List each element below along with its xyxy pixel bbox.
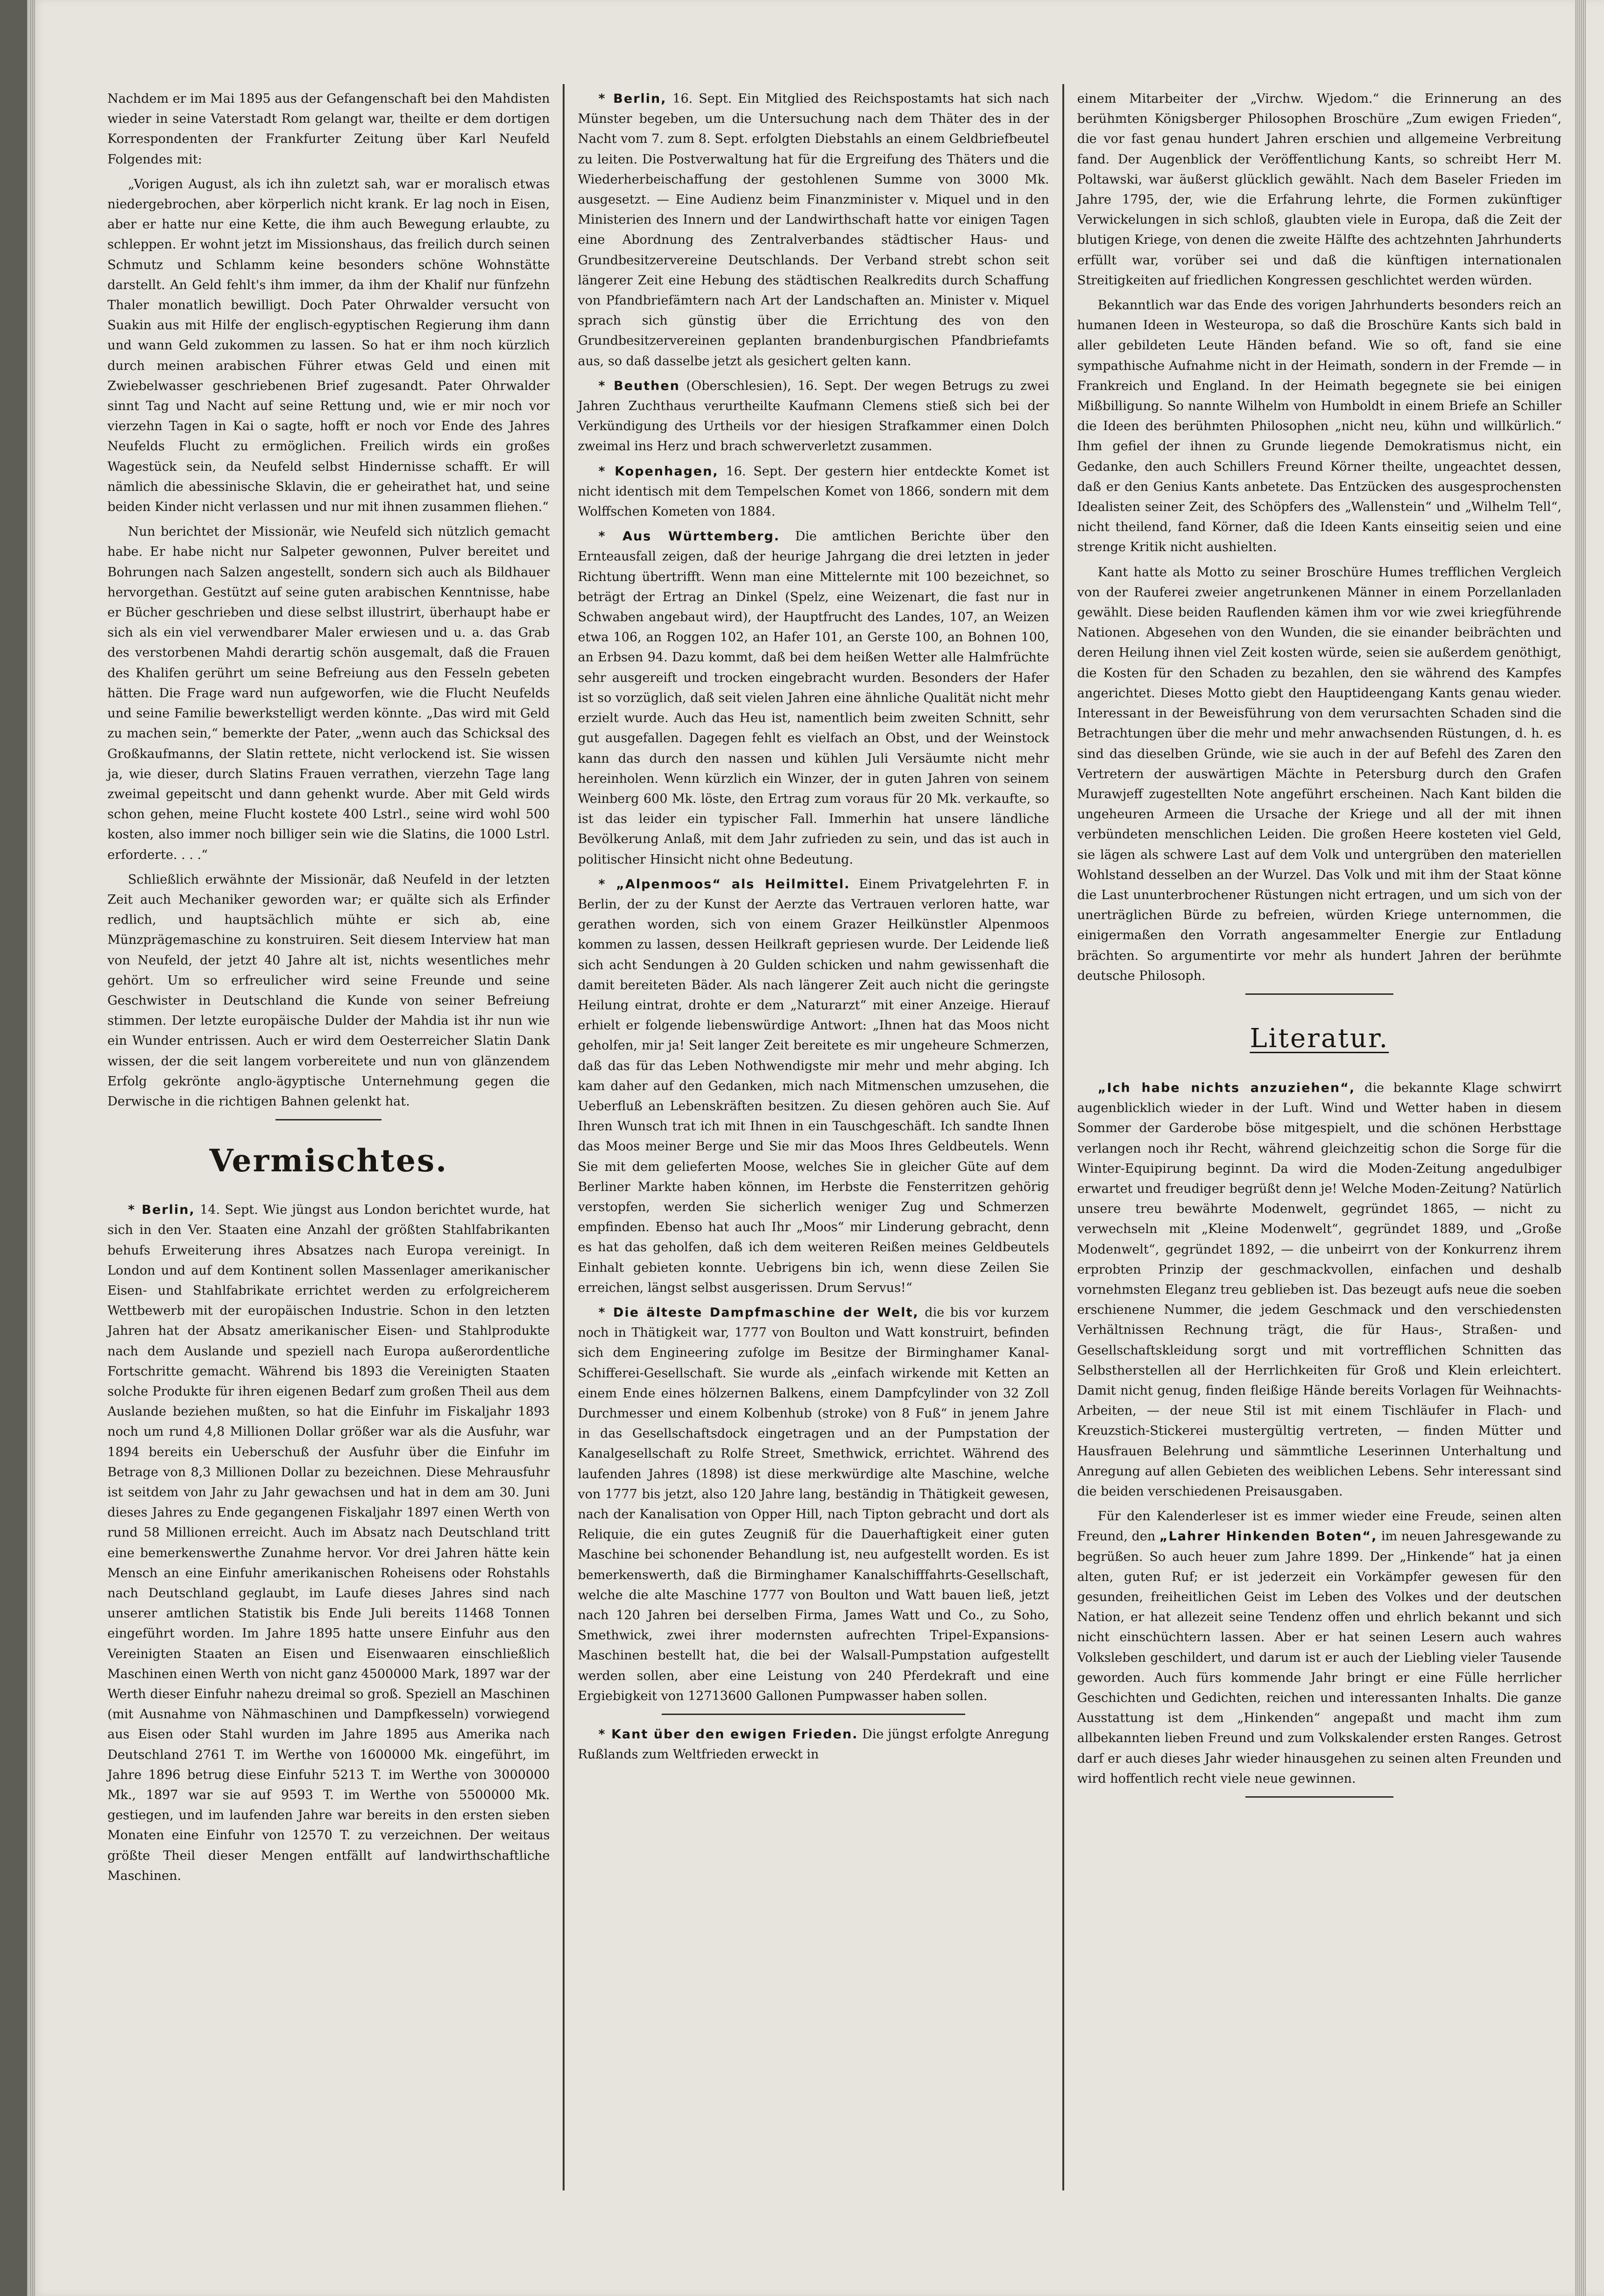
- section-divider: [276, 1119, 382, 1120]
- end-divider: [1245, 1796, 1393, 1798]
- news-item-lead: * Kopenhagen,: [598, 464, 719, 479]
- news-item-text: 16. Sept. Der gestern hier entdeckte Komet ist nicht identisch mit dem Tempelschen Komet von 1866, sondern mit dem Wolffschen Kometen von 1884.: [578, 464, 1049, 519]
- column-2: [565, 65, 1062, 2270]
- review-item-lead: „Lahrer Hinkenden Boten“,: [1159, 1529, 1378, 1544]
- news-item-text: Die amtlichen Berichte über den Ernteausfall zeigen, daß der heurige Jahrgang die drei letzten in jeder Richtung übertrifft. Wenn man eine Mittelernte mit 100 bezeichnet, so beträgt der Ertrag an Dinkel (Spelz, eine Weizenart, die fast nur in Schwaben angebaut wird), der Hauptfrucht des Landes, 107, an Weizen etwa 106, an Roggen 102, an Hafer 101, an Gerste 100, an Bohnen 100, an Erbsen 94. Dazu kommt, daß bei dem heißen Wetter alle Halmfrüchte sehr ausgereift und trocken eingebracht wurden. Besonders der Hafer ist so vorzüglich, daß seit vielen Jahren eine ähnliche Qualität nicht mehr erzielt wurde. Auch das Heu ist, namentlich beim zweiten Schnitt, sehr gut ausgefallen. Dagegen fehlt es vielfach an Obst, und der Weinstock kann das durch den nassen und kühlen Juli Versäumte nicht mehr hereinholen. Wenn kürzlich ein Winzer, der in guten Jahren von seinem Weinberg 600 Mk. löste, den Ertrag zum voraus für 20 Mk. verkaufte, so ist das leider ein typischer Fall. Immerhin hat unsere ländliche Bevölkerung Anlaß, mit dem Jahr zufrieden zu sein, und das ist auch in politischer Hinsicht nicht ohne Bedeutung.: [578, 529, 1049, 867]
- news-item-text: die bis vor kurzem noch in Thätigkeit war, 1777 von Boulton und Watt konstruirt, befinden sich dem Engineering zufolge im Besitze der Birminghamer Kanal-Schifferei-Gesellschaft. Sie wurde als „einfach wirkende mit Ketten an einem Ende eines hölzernen Balkens, einem Dampfcylinder von 32 Zoll Durchmesser und einem Kolbenhub (stroke) von 8 Fuß“ in jenem Jahre in das Gesellschaftsdock eingetragen und an der Pumpstation der Kanalgesellschaft zu Rolfe Street, Smethwick, errichtet. Während des laufenden Jahres (1898) ist diese merkwürdige alte Maschine, welche von 1777 bis jetzt, also 120 Jahre lang, beständig in Thätigkeit gewesen, nach der Kanalisation von Opper Hill, nach Tipton gebracht und dort als Reliquie, die ein gutes Zeugniß für die Dauerhaftigkeit einer guten Maschine bei schonender Behandlung ist, neu aufgestellt worden. Es ist bemerkenswerth, daß die Birminghamer Kanalschifffahrts-Gesellschaft, welche die alte Maschine 1777 von Boulton und Watt bauen ließ, jetzt nach 120 Jahren bei derselben Firma, James Watt und Co., zu Soho, Smethwick, zwei ihrer modernsten aufrechten Tripel-Expansions-Maschinen bestellt hat, die bei der Walsall-Pumpstation aufgestellt werden sollen, aber eine Leistung von 240 Pferdekraft und eine Ergiebigkeit von 12713600 Gallonen Pumpwasser haben sollen.: [578, 1305, 1049, 1703]
- column-3: [1064, 65, 1575, 2270]
- article-paragraph: einem Mitarbeiter der „Virchw. Wjedom.“ die Erinnerung an des berühmten Königsberger Philosophen Broschüre „Zum ewigen Frieden“, die vor fast genau hundert Jahren erschien und allgemeine Verbreitung fand. Der Augenblick der Veröffentlichung Kants, so schreibt Herr M. Poltawski, war äußerst glücklich gewählt. Nach dem Baseler Frieden im Jahre 1795, der, wie die Erfahrung lehrte, die Formen zukünftiger Verwickelungen in sich schloß, glaubten viele in Europa, daß die Zeit der blutigen Kriege, von denen die zweite Hälfte des achtzehnten Jahrhunderts erfüllt war, vorüber sei und daß die künftigen internationalen Streitigkeiten auf friedlichen Kongressen geschlichtet werden würden.: [1077, 92, 1562, 288]
- review-item: [1077, 1506, 1562, 1789]
- news-item-text: Die jüngst erfolgte Anregung Rußlands zum Weltfrieden erweckt in: [578, 1727, 1049, 1762]
- news-item-lead: * Berlin,: [598, 92, 667, 106]
- news-item: [578, 1724, 1049, 1765]
- section-heading-vermischtes: Vermischtes.: [209, 1142, 448, 1179]
- news-item-text: Einem Privatgelehrten F. in Berlin, der zu der Kunst der Aerzte das Vertrauen verloren hatte, war gerathen worden, sich von einem Grazer Heilkünstler Alpenmoos kommen zu lassen, dessen Heilkraft gepriesen wurde. Der Leidende ließ sich acht Sendungen à 20 Gulden schicken und nahm gewissenhaft die damit bereiteten Bäder. Als nach längerer Zeit auch nicht die geringste Heilung eintrat, drohte er dem „Naturarzt“ mit einer Anzeige. Hierauf erhielt er folgende liebenswürdige Antwort: „Ihnen hat das Moos nicht geholfen, mir ja! Seit langer Zeit bereitete es mir ungeheure Schmerzen, daß das für das Leben Nothwendigste mir mehr und mehr abging. Ich kam daher auf den Gedanken, mich nach Mitmenschen umzusehen, die Ueberfluß an Lebenskräften besitzen. Zu diesen gehören auch Sie. Auf Ihren Wunsch trat ich mit Ihnen in ein Tauschgeschäft. Ich sandte Ihnen das Moos meiner Berge und Sie mir das Moos Ihres Geldbeutels. Wenn Sie mit dem gelieferten Moose, welches Sie in gleicher Güte auf dem Berliner Markte haben können, im Herbste die Fensterritzen gehörig verstopfen, werden Sie sicherlich weniger Zug und Schmerzen empfinden. Ebenso hat auch Ihr „Moos“ mir Linderung gebracht, denn es hat das geholfen, daß ich dem weiteren Reißen meines Geldbeutels Einhalt gebieten konnte. Uebrigens bin ich, wenn diese Zeilen Sie erreichen, längst selbst ausgerissen. Drum Servus!“: [578, 877, 1049, 1295]
- article-paragraph: Nachdem er im Mai 1895 aus der Gefangenschaft bei den Mahdisten wieder in seine Vaterstadt Rom gelangt war, theilte er dem dortigen Korrespondenten der Frankfurter Zeitung über Karl Neufeld Folgendes mit:: [107, 92, 550, 167]
- item-divider: [662, 1714, 965, 1715]
- article-paragraph: Bekanntlich war das Ende des vorigen Jahrhunderts besonders reich an humanen Ideen in Westeuropa, so daß die Broschüre Kants sich bald in aller gebildeten Leute Händen befand. Wie so oft, fand sie eine sympathische Aufnahme nicht in der Heimath, sondern in der Fremde — in Frankreich und England. In der Heimath begegnete sie bei einigen Mißbilligung. So nannte Wilhelm von Humboldt in einem Briefe an Schiller die Ideen des berühmten Philosophen „nicht neu, kühn und willkürlich.“ Ihm gefiel der ihnen zu Grunde liegende Demokratismus nicht, ein Gedanke, den auch Schillers Freund Körner theilte, ungeachtet dessen, daß er den Genius Kants anbetete. Das Entzücken des ausgesprochensten Idealisten seiner Zeit, des Schöpfers des „Wallenstein“ und „Wilhelm Tell“, nicht theilend, fand Körner, daß die Ideen Kants einseitig seien und eine strenge Kritik nicht aushielten.: [1077, 298, 1562, 555]
- article-paragraph: Schließlich erwähnte der Missionär, daß Neufeld in der letzten Zeit auch Mechaniker geworden war; er quälte sich als Erfinder redlich, und hauptsächlich mühte er sich ab, eine Münzprägemaschine zu konstruiren. Seit diesem Interview hat man von Neufeld, der jetzt 40 Jahre alt ist, nichts wesentliches mehr gehört. Um so erfreulicher wird seine Freunde und seine Geschwister in Deutschland die Kunde von seiner Befreiung stimmen. Der letzte europäische Dulder der Mahdia ist ihr nun wie ein Wunder entrissen. Auch er wird dem Oesterreicher Slatin Dank wissen, der die seit langem vorbereitete und nun von glänzendem Erfolg gekrönte anglo-ägyptische Unternehmung gegen die Derwische in die richtigen Bahnen gelenkt hat.: [107, 872, 550, 1109]
- news-item: [578, 526, 1049, 869]
- section-heading-literatur: Literatur.: [1250, 1023, 1389, 1054]
- review-item-lead: „Ich habe nichts anzuziehen“,: [1097, 1080, 1356, 1095]
- news-item: [578, 89, 1049, 371]
- article-paragraph: Nun berichtet der Missionär, wie Neufeld sich nützlich gemacht habe. Er habe nicht nur Salpeter gewonnen, Pulver bereitet und Bohrungen nach Salzen angestellt, sondern sich auch als Bildhauer hervorgethan. Gestützt auf seine guten arabischen Kenntnisse, habe er Bücher geschrieben und diese selbst illustrirt, überhaupt habe er sich als ein viel verwendbarer Maler erwiesen und u. a. das Grab des verstorbenen Mahdi derartig schön ausgemalt, daß die Frauen des Khalifen gerührt um seine Befreiung aus den Fesseln gebeten hätten. Die Frage ward nun aufgeworfen, wie die Flucht Neufelds und seine Familie bewerkstelligt werden könnte. „Das wird mit Geld zu machen sein,“ bemerkte der Pater, „wenn auch das Schicksal des Großkaufmanns, der Slatin rettete, nicht verlockend ist. Sie wissen ja, wie dieser, durch Slatins Frauen verrathen, vierzehn Tage lang zweimal gepeitscht und dann gehenkt wurde. Aber mit Geld wirds schon gehen, meine Flucht kostete 400 Lstrl., seine wird wohl 500 kosten, also immer noch billiger sein wie die Slatins, die 1000 Lstrl. erforderte. . . .“: [107, 524, 550, 862]
- column-1: [47, 65, 563, 2270]
- news-item-lead: * Berlin,: [128, 1203, 195, 1218]
- news-item-lead: * Die älteste Dampfmaschine der Welt,: [598, 1305, 919, 1320]
- news-item: [578, 874, 1049, 1298]
- news-item-lead: * Aus Württemberg.: [598, 529, 780, 544]
- article-paragraph: Kant hatte als Motto zu seiner Broschüre Humes trefflichen Vergleich von der Rauferei zweier angetrunkenen Männer in einem Porzellanladen gewählt. Diese beiden Rauflenden kämen ihm vor wie zwei kriegführende Nationen. Abgesehen von den Wunden, die sie einander beibrächten und deren Heilung ihnen viel Zeit kosten würde, seien sie außerdem genöthigt, die Kosten für den Schaden zu bezahlen, den sie während des Kampfes angerichtet. Dieses Motto giebt den Hauptideengang Kants genau wieder. Interessant in der Beweisführung von dem verursachten Schaden sind die Betrachtungen über die mehr und mehr anwachsenden Rüstungen, d. h. es sind das dieselben Gründe, wie sie auch in der auf Befehl des Zaren den Vertretern der auswärtigen Mächte in Petersburg durch den Grafen Murawjeff zugestellten Note angeführt erscheinen. Nach Kant bilden die ungeheuren Armeen die Ursache der Kriege und all der mit ihnen verbündeten menschlichen Leiden. Die großen Heere kosteten viel Geld, sie lägen als schwere Last auf dem Volk und untergrüben den materiellen Wohlstand desselben an der Wurzel. Das Volk und mit ihm der Staat könne die Last ununterbrochener Rüstungen nicht ertragen, und um sich von der unerträglichen Bürde zu befreien, würden Kriege unternommen, die einigermaßen den Vorrath angesammelter Energie zur Entladung brächten. So argumentirte vor mehr als hundert Jahren der berühmte deutsche Philosoph.: [1077, 565, 1562, 983]
- news-item-lead: * Kant über den ewigen Frieden.: [598, 1727, 858, 1742]
- news-item: [578, 461, 1049, 522]
- news-item: [107, 1200, 550, 1886]
- article-paragraph: „Vorigen August, als ich ihn zuletzt sah, war er moralisch etwas niedergebrochen, aber körperlich nicht krank. Er lag noch in Eisen, aber er hatte nur eine Kette, die ihm auch Bewegung erlaubte, zu schleppen. Er wohnt jetzt im Missionshaus, das freilich durch seinen Schmutz und Schlamm keine besonders schöne Wohnstätte darstellt. An Geld fehlt's ihm immer, da ihm der Khalif nur fünfzehn Thaler monatlich bewilligt. Doch Pater Ohrwalder versucht von Suakin aus mit Hilfe der englisch-egyptischen Regierung ihm dann und wann Geld zukommen zu lassen. So hat er ihm noch kürzlich durch meinen arabischen Führer etwas Geld und einen mit Zwiebelwasser geschriebenen Brief zugesandt. Pater Ohrwalder sinnt Tag und Nacht auf seine Rettung und, wie er mir noch vor vierzehn Tagen in Kai o sagte, hofft er noch vor Ende des Jahres Neufelds Flucht zu ermöglichen. Freilich wirds ein großes Wagestück sein, da Neufeld selbst Hindernisse schafft. Er will nämlich die abessinische Sklavin, die er geheirathet hat, und seine beiden Kinder nicht verlassen und nur mit ihnen zusammen fliehen.“: [107, 177, 550, 515]
- news-item-text: 16. Sept. Ein Mitglied des Reichspostamts hat sich nach Münster begeben, um die Untersuchung nach dem Thäter des in der Nacht vom 7. zum 8. Sept. erfolgten Diebstahls an einem Geldbriefbeutel zu leiten. Die Postverwaltung hat für die Ergreifung des Thäters und die Wiederherbeischaffung der gestohlenen Summe von 3000 Mk. ausgesetzt. — Eine Audienz beim Finanzminister v. Miquel und in den Ministerien des Innern und der Landwirthschaft hatte vor einigen Tagen eine Abordnung des Zentralverbandes städtischer Haus- und Grundbesitzervereine Deutschlands. Der Verband strebt schon seit längerer Zeit eine Hebung des städtischen Realkredits durch Schaffung von Pfandbriefämtern nach Art der Landschaften an. Minister v. Miquel sprach sich günstig über die Errichtung des von den Grundbesitzervereinen geplanten brandenburgischen Pfandbriefamts aus, so daß dasselbe jetzt als gesichert gelten kann.: [578, 92, 1049, 368]
- news-item: [578, 376, 1049, 457]
- news-item-lead: * Beuthen: [598, 378, 680, 393]
- page-body: [47, 65, 1575, 2270]
- news-item-text: (Oberschlesien), 16. Sept. Der wegen Betrugs zu zwei Jahren Zuchthaus verurtheilte Kaufmann Clemens stieß sich bei der Verkündigung des Urtheils vor der hiesigen Strafkammer einen Dolch zweimal ins Herz und brach schwerverletzt zusammen.: [578, 378, 1049, 454]
- review-item: [1077, 1078, 1562, 1502]
- review-item-pre: Für den Kalenderleser ist es immer wieder eine Freude, seinen alten Freund, den: [1077, 1509, 1562, 1544]
- page-stack-edge-left: [29, 0, 35, 2296]
- review-item-text: im neuen Jahresgewande zu begrüßen. So auch heuer zum Jahre 1899. Der „Hinkende“ hat ja einen alten, guten Ruf; er ist jederzeit ein Vorkämpfer gewesen für den gesunden, freiheitlichen Geist im Leben des Volkes und der deutschen Nation, er hat allezeit seine Tendenz offen und ehrlich bekannt und sich nicht einschüchtern lassen. Aber er hat seinen Lesern auch wahres Volksleben geschildert, und darum ist er auch der Liebling vieler Tausende geworden. Auch fürs kommende Jahr bringt er eine Fülle herrlicher Geschichten und Gedichten, reichen und interessanten Inhalts. Die ganze Ausstattung ist dem „Hinkenden“ angepaßt und macht ihm zum allbekannten lieben Freund und zum Volkskalender ersten Ranges. Getrost darf er auch dieses Jahr wieder hinausgehen zu seinen alten Freunden und wird hoffentlich recht viele neue gewinnen.: [1077, 1529, 1562, 1786]
- page-stack-edge-right: [1575, 0, 1586, 2296]
- news-item: [578, 1303, 1049, 1706]
- review-item-text: die bekannte Klage schwirrt augenblicklich wieder in der Luft. Wind und Wetter haben in diesem Sommer der Garderobe böse mitgespielt, und die schönen Herbsttage verlangen noch ihr Recht, während gleichzeitig schon die Sorge für die Winter-Equipirung beginnt. Da wird die Moden-Zeitung angedulbiger erwartet und freudiger begrüßt denn je! Welche Moden-Zeitung? Natürlich unsere treu bewährte Modenwelt, gegründet 1865, — nicht zu verwechseln mit „Kleine Modenwelt“, gegründet 1889, und „Große Modenwelt“, gegründet 1892, — die unbeirrt von der Konkurrenz ihrem erprobten Prinzip der geschmackvollen, einfachen und deshalb vornehmsten Eleganz treu geblieben ist. Das bezeugt aufs neue die soeben erschienene Nummer, die jedem Geschmack und den verschiedensten Verhältnissen Rechnung trägt, die für Haus-, Straßen- und Gesellschaftskleidung sorgt und mit vortrefflichen Schnitten das Selbstherstellen all der Herrlichkeiten für Groß und Klein erleichtert. Damit nicht genug, finden fleißige Hände bereits Vorlagen für Weihnachts-Arbeiten, — der neue Stil ist mit einem Tischläufer in Flach- und Kreuzstich-Stickerei mustergültig vertreten, — finden Mütter und Hausfrauen Belehrung und sämmtliche Leserinnen Unterhaltung und Anregung auf allen Gebieten des weiblichen Lebens. Sehr interessant sind die beiden verschiedenen Preisausgaben.: [1077, 1080, 1562, 1499]
- news-item-lead: * „Alpenmoos“ als Heilmittel.: [598, 877, 850, 892]
- section-divider: [1245, 993, 1393, 995]
- news-item-text: 14. Sept. Wie jüngst aus London berichtet wurde, hat sich in den Ver. Staaten eine Anzahl der größten Stahlfabrikanten behufs Erweiterung ihres Absatzes nach Europa vereinigt. In London und auf dem Kontinent sollen Massenlager amerikanischer Eisen- und Stahlfabrikate errichtet werden zu erfolgreicherem Wettbewerb mit der europäischen Industrie. Schon in den letzten Jahren hat der Absatz amerikanischer Eisen- und Stahlprodukte nach dem Auslande und speziell nach Europa außerordentliche Fortschritte gemacht. Während bis 1893 die Vereinigten Staaten solche Produkte für ihren eigenen Bedarf zum großen Theil aus dem Auslande beziehen mußten, so hat die Einfuhr im Fiskaljahr 1893 noch um rund 4,8 Millionen Dollar größer war als die Ausfuhr, war 1894 bereits ein Ueberschuß der Ausfuhr über die Einfuhr im Betrage von 8,3 Millionen Dollar zu bezeichnen. Diese Mehrausfuhr ist seitdem von Jahr zu Jahr gewachsen und hat in dem am 30. Juni dieses Jahres zu Ende gegangenen Fiskaljahr 1897 einen Werth von rund 58 Millionen erreicht. Auch im Absatz nach Deutschland tritt eine bemerkenswerthe Zunahme hervor. Vor drei Jahren hätte kein Mensch an eine Einfuhr amerikanischen Roheisens oder Rohstahls nach Deutschland geglaubt, im Laufe dieses Jahres sind nach unserer amtlichen Statistik bis Ende Juli bereits 11468 Tonnen eingeführt worden. Im Jahre 1895 hatte unsere Einfuhr aus den Vereinigten Staaten an Eisen und Eisenwaaren einschließlich Maschinen einen Werth von nicht ganz 4500000 Mark, 1897 war der Werth dieser Einfuhr nahezu dreimal so groß. Speziell an Maschinen (mit Ausnahme von Nähmaschinen und Dampfkesseln) vorwiegend aus Eisen oder Stahl wurden im Jahre 1895 aus Amerika nach Deutschland 2761 T. im Werthe von 1600000 Mk. eingeführt, im Jahre 1896 betrug diese Einfuhr 5213 T. im Werthe von 3000000 Mk., 1897 war sie auf 9593 T. im Werthe von 5500000 Mk. gestiegen, und im laufenden Jahre war bereits in den ersten sieben Monaten eine Einfuhr von 12570 T. zu verzeichnen. Der weitaus größte Theil dieser Mengen entfällt auf landwirthschaftliche Maschinen.: [107, 1203, 550, 1883]
